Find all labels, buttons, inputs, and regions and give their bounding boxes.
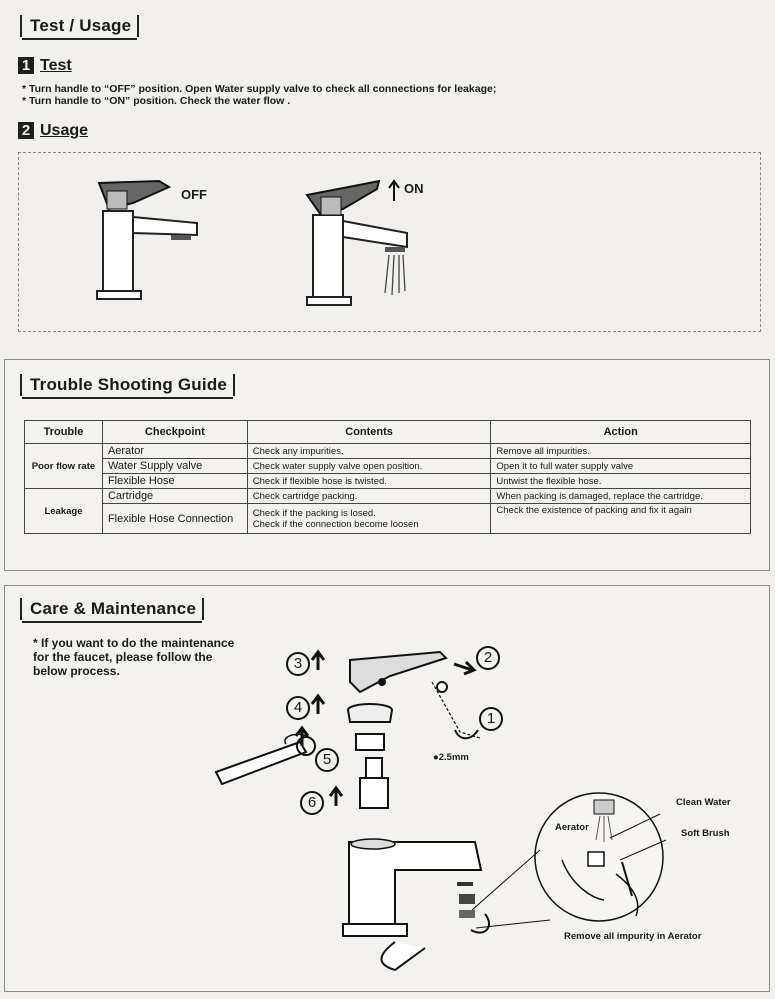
- test-heading: [18, 57, 72, 75]
- checkpoint-cell: Water Supply valve: [102, 459, 247, 474]
- trouble-table: [24, 420, 751, 534]
- usage-heading-text: Usage: [40, 122, 89, 139]
- aerator-label: Aerator: [555, 822, 589, 833]
- table-row: [25, 504, 751, 534]
- clean-water-label: Clean Water: [676, 797, 731, 808]
- faucet-on-illustration: [299, 175, 449, 315]
- off-label: OFF: [181, 187, 207, 202]
- contents-line-2: Check if the connection become loosen: [252, 518, 419, 530]
- checkpoint-cell: Cartridge: [102, 489, 247, 504]
- table-header-row: [25, 421, 751, 444]
- faucet-off-illustration: [89, 173, 229, 303]
- key-size-label: ●2.5mm: [433, 752, 469, 763]
- contents-cell: Check cartridge packing.: [247, 489, 491, 504]
- step-4-badge: 4: [286, 696, 310, 720]
- step-5-badge: 5: [315, 748, 339, 772]
- usage-heading: [18, 122, 88, 140]
- exploded-diagram: [210, 642, 510, 822]
- contents-cell: [247, 504, 491, 534]
- table-row: [25, 444, 751, 459]
- test-line-1: * Turn handle to “OFF” position. Open Water supply valve to check all connections for leakage;: [22, 83, 497, 95]
- step-6-badge: 6: [300, 791, 324, 815]
- test-number: 1: [18, 57, 34, 74]
- care-intro: [33, 636, 234, 678]
- header-contents: Contents: [247, 421, 491, 444]
- test-heading-text: Test: [40, 57, 72, 74]
- action-cell: Check the existence of packing and fix it again: [491, 504, 751, 534]
- soft-brush-label: Soft Brush: [681, 828, 730, 839]
- contents-cell: Check if flexible hose is twisted.: [247, 474, 491, 489]
- aerator-caption: Remove all impurity in Aerator: [564, 931, 702, 942]
- trouble-cell: Leakage: [25, 489, 103, 534]
- trouble-cell: Poor flow rate: [25, 444, 103, 489]
- care-intro-line-1: * If you want to do the maintenance: [33, 636, 235, 650]
- step-3-badge: 3: [286, 652, 310, 676]
- care-intro-line-2: for the faucet, please follow the: [33, 650, 213, 664]
- header-action: Action: [491, 421, 751, 444]
- table-row: [25, 459, 751, 474]
- usage-illustration-box: [18, 152, 761, 332]
- step-1-badge: 1: [479, 707, 503, 731]
- care-intro-line-3: below process.: [33, 664, 120, 678]
- usage-number: 2: [18, 122, 34, 139]
- header-trouble: Trouble: [25, 421, 103, 444]
- test-usage-title: Test / Usage: [20, 15, 139, 37]
- checkpoint-cell: Flexible Hose Connection: [102, 504, 247, 534]
- on-label: ON: [404, 181, 424, 196]
- trouble-title: Trouble Shooting Guide: [20, 374, 235, 396]
- contents-line-1: Check if the packing is losed.: [252, 507, 376, 519]
- test-line-2: * Turn handle to “ON” position. Check the water flow .: [22, 95, 291, 107]
- header-checkpoint: Checkpoint: [102, 421, 247, 444]
- checkpoint-cell: Flexible Hose: [102, 474, 247, 489]
- step-2-badge: 2: [476, 646, 500, 670]
- action-cell: Open it to full water supply valve: [491, 459, 751, 474]
- table-row: [25, 489, 751, 504]
- contents-cell: Check water supply valve open position.: [247, 459, 491, 474]
- action-cell: When packing is damaged, replace the cartridge.: [491, 489, 751, 504]
- care-title: Care & Maintenance: [20, 598, 204, 620]
- action-cell: Untwist the flexible hose.: [491, 474, 751, 489]
- table-row: [25, 474, 751, 489]
- contents-cell: Check any impurities.: [247, 444, 491, 459]
- checkpoint-cell: Aerator: [102, 444, 247, 459]
- action-cell: Remove all impurities.: [491, 444, 751, 459]
- up-arrow-icon: [387, 179, 401, 201]
